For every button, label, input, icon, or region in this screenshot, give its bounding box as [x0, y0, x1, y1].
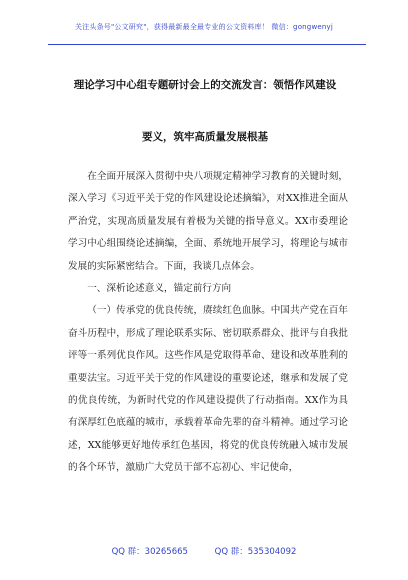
sub-paragraph: （一）传承党的优良传统，赓续红色血脉。中国共产党在百年奋斗历程中，形成了理论联系实际、密切联系群众、批评与自我批评等一系列优良作风。这些作风是党取得革命、建设和改革胜利的重要法宝。习近平关于党的作风建设的重要论述，继承和发展了党的优良传统，为新时代党的作风建设提供了行动指南。XX作为具有深厚红色底蕴的城市，承载着革命先辈的奋斗精神。通过学习论述，XX能够更好地传承红色基因，将党的优良传统融入城市发展的各个环节，激励广大党员干部不忘初心、牢记使命，	[68, 305, 348, 474]
document-title-line2: 要义，筑牢高质量发展根基	[142, 131, 268, 143]
section-heading: 一、深析论述意义，锚定前行方向	[87, 283, 232, 295]
footer	[0, 545, 408, 557]
intro-paragraph: 在全面开展深入贯彻中央八项规定精神学习教育的关键时刻，深入学习《习近平关于党的作风建设论述摘编》，对XX推进全面从严治党，实现高质量发展有着极为关键的指导意义。XX市委理论学习中心组围绕论述摘编，全面、系统地开展学习，将理论与城市发展的实际紧密结合。下面，我谈几点体会。	[68, 171, 348, 272]
header-note: 关注头条号"公文研究"，获得最新最全最专业的公文资料库！ 微信：gongwenyj	[74, 23, 334, 31]
footer-qq-group-2: QQ 群：535304092	[214, 547, 297, 557]
header-rule	[48, 44, 366, 45]
footer-qq-group-1: QQ 群：30265665	[111, 547, 188, 557]
document-body	[68, 166, 348, 480]
document-title-line1: 理论学习中心组专题研讨会上的交流发言：领悟作风建设	[73, 79, 337, 91]
